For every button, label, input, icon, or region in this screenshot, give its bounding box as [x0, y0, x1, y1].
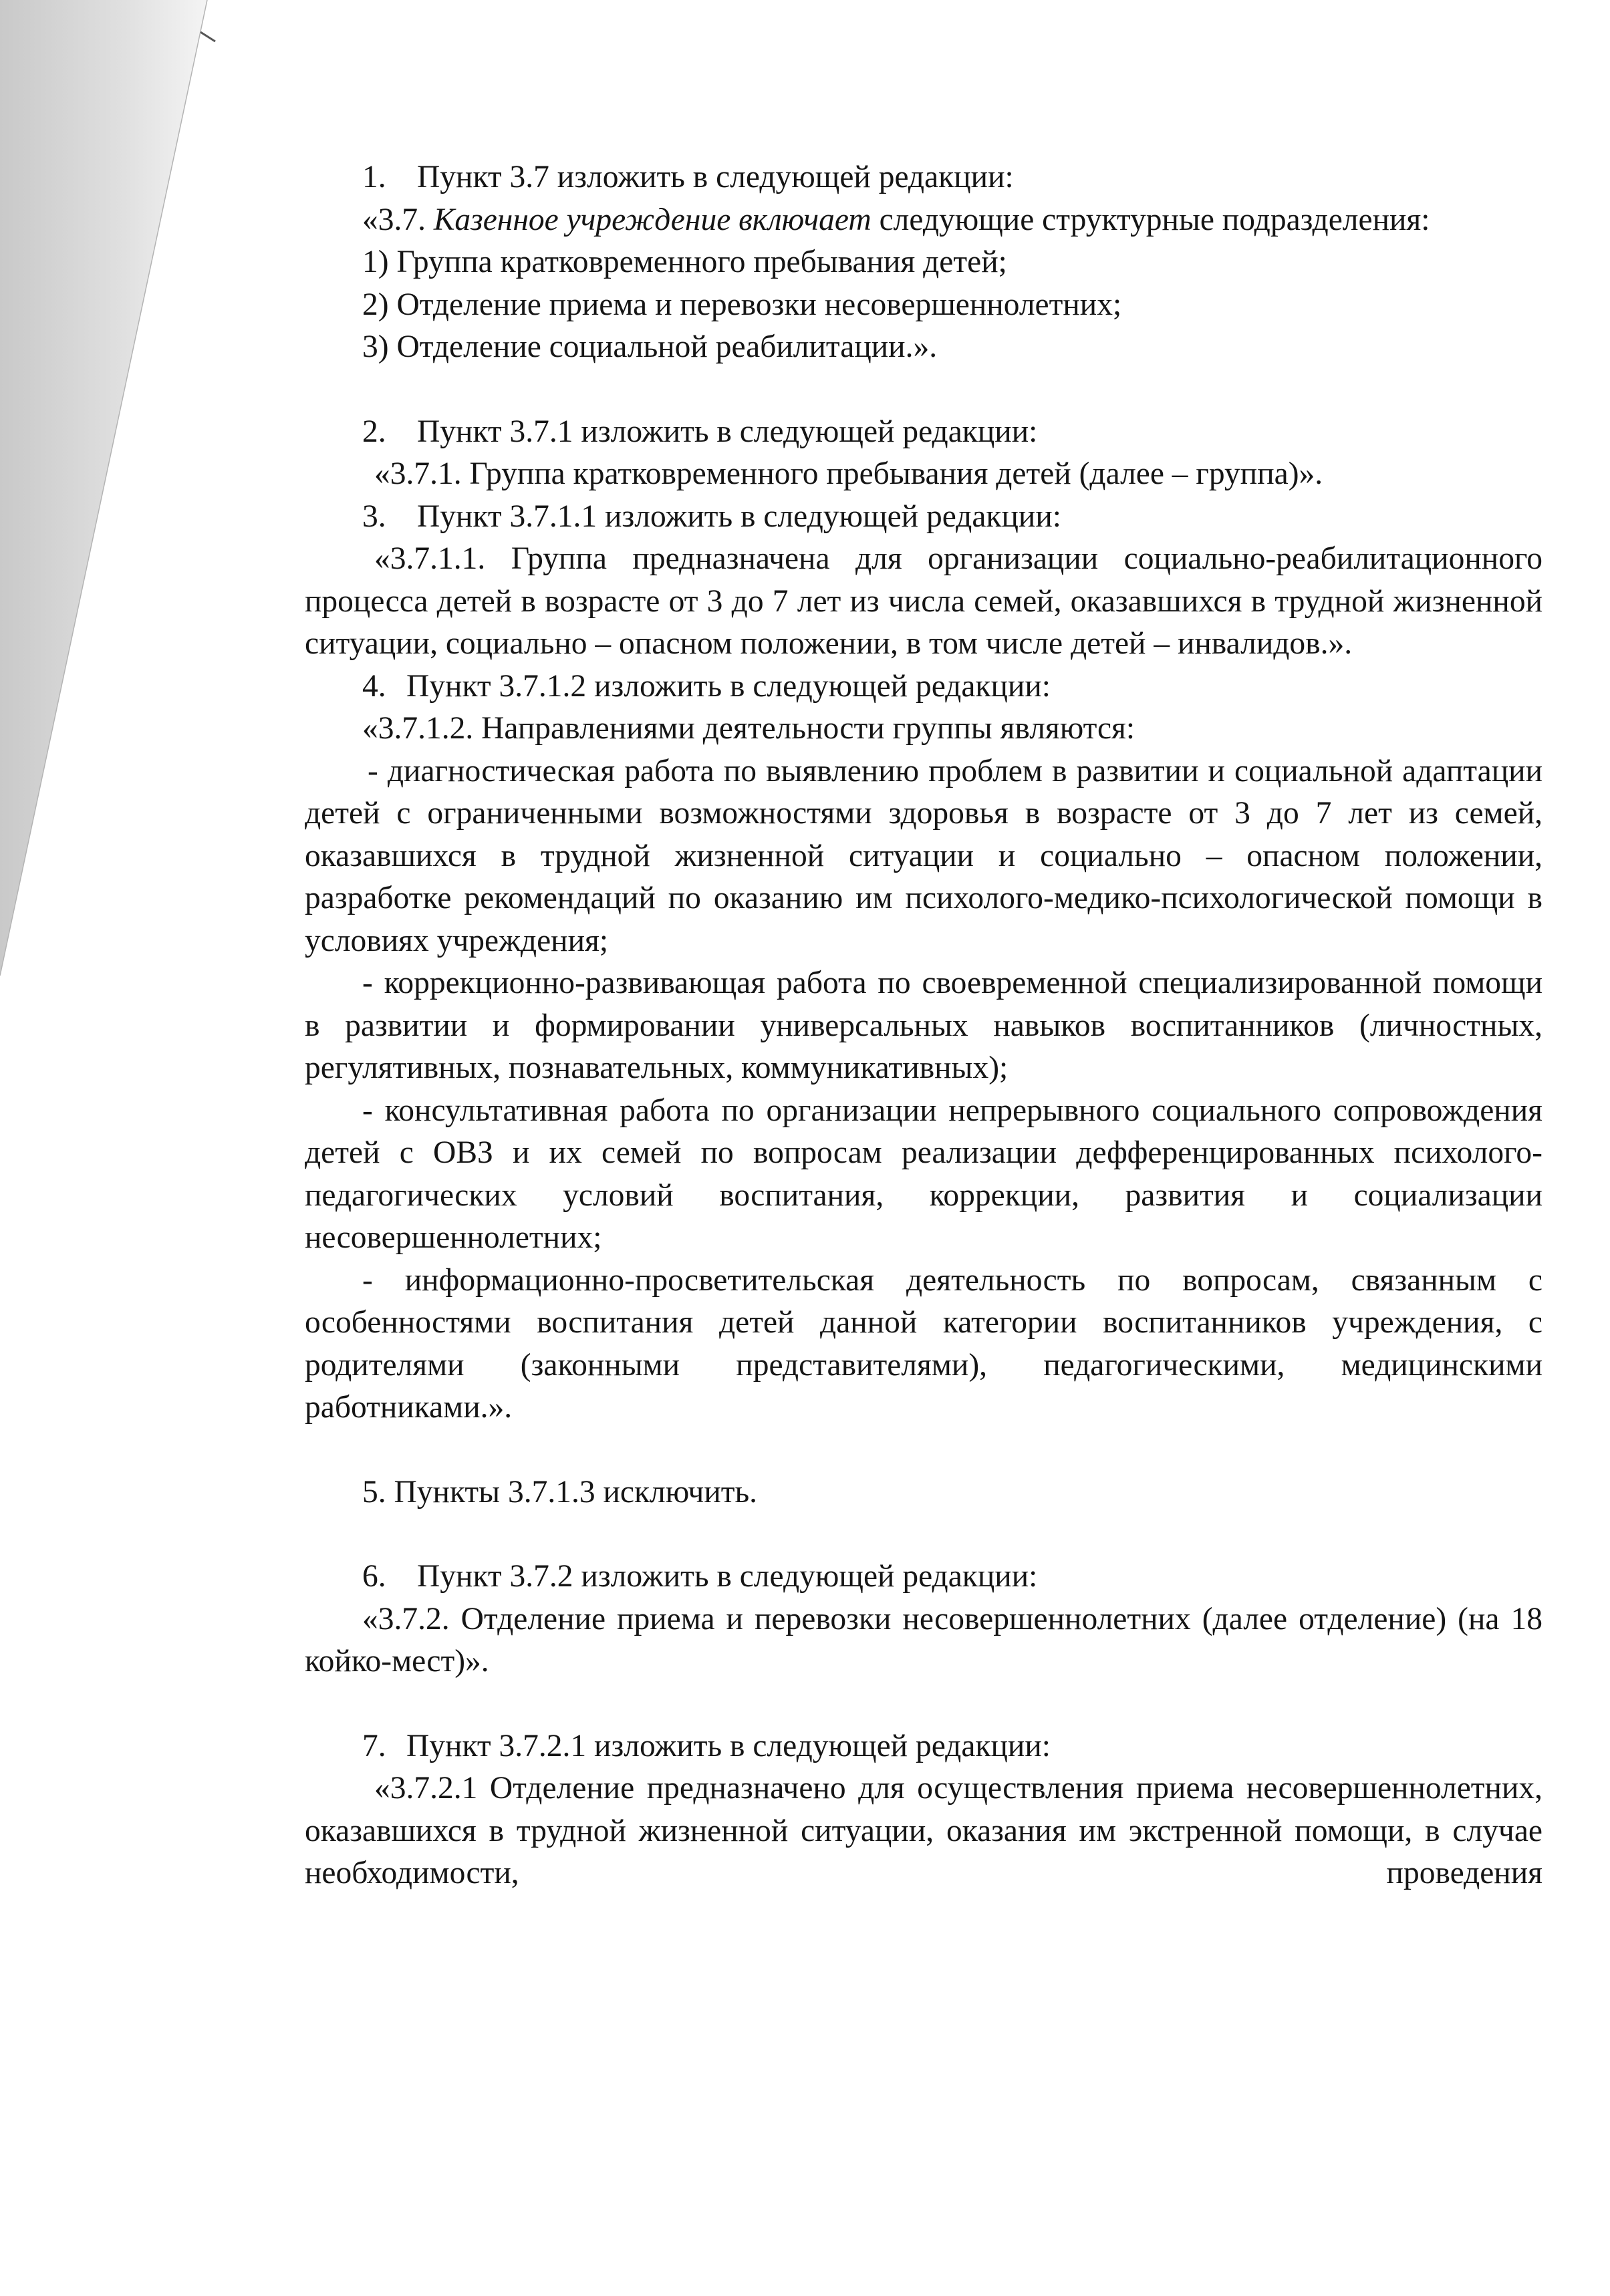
- item-text: Пункт 3.7.1.2 изложить в следующей редакции:: [406, 668, 1051, 704]
- item-number: 1.: [362, 160, 386, 194]
- amendment-item-1: [305, 156, 1542, 199]
- document-body: [305, 156, 1542, 1895]
- amendment-quote-1: [305, 199, 1542, 242]
- item-text: Пункт 3.7.1 изложить в следующей редакции:: [417, 414, 1038, 449]
- direction-bullet-2: - коррекционно-развивающая работа по своевременной специализированной помощи в развитии и формировании универсальных навыков воспитанников (личностных, регулятивных, познавательных, коммуникативных);: [305, 966, 1542, 1085]
- item-text: Пункт 3.7.2 изложить в следующей редакции:: [417, 1559, 1038, 1594]
- amendment-quote-4: «3.7.1.2. Направлениями деятельности группы являются:: [362, 711, 1135, 746]
- subitem-2: 2) Отделение приема и перевозки несовершеннолетних;: [362, 287, 1122, 322]
- item-text: Пункт 3.7.1.1 изложить в следующей редакции:: [417, 498, 1061, 534]
- amendment-quote-2: «3.7.1. Группа кратковременного пребывания детей (далее – группа)».: [374, 456, 1323, 491]
- item-number: 6.: [362, 1559, 386, 1594]
- item-number: 2.: [362, 414, 386, 449]
- amendment-item-5: 5. Пункты 3.7.1.3 исключить.: [362, 1474, 758, 1510]
- item-number: 7.: [362, 1728, 386, 1763]
- direction-bullet-1: - диагностическая работа по выявлению проблем в развитии и социальной адаптации детей с ограниченными возможностями здоровья в возрасте от 3 до 7 лет из семей, оказавшихся в трудной жизненной ситуации и социально – опасном положении, разработке рекомендаций по оказанию им психолого-медико-психологической помощи в условиях учреждения;: [305, 753, 1542, 958]
- item-number: 3.: [362, 498, 386, 534]
- direction-bullet-3: - консультативная работа по организации непрерывного социального сопровождения детей с ОВЗ и их семей по вопросам реализации дефференцированных психолого-педагогических условий воспитания, коррекции, развития и социализации несовершеннолетних;: [305, 1093, 1542, 1255]
- amendment-item-4: [305, 666, 1542, 708]
- scan-corner-fold: [0, 0, 221, 1002]
- item-text: Пункт 3.7 изложить в следующей редакции:: [417, 160, 1014, 194]
- amendment-item-7: [305, 1725, 1542, 1768]
- item-number: 4.: [362, 668, 386, 704]
- amendment-item-2: [305, 411, 1542, 454]
- quote-text-italic: Казенное учреждение включает: [433, 202, 871, 237]
- quote-text-start: «3.7.: [362, 202, 434, 237]
- amendment-quote-3: «3.7.1.1. Группа предназначена для организации социально-реабилитационного процесса детей в возрасте от 3 до 7 лет из числа семей, оказавшихся в трудной жизненной ситуации, социально – опасном положении, в том числе детей – инвалидов.».: [305, 541, 1542, 661]
- amendment-item-3: [305, 496, 1542, 539]
- amendment-quote-7: «3.7.2.1 Отделение предназначено для осуществления приема несовершеннолетних, оказавшихся в трудной жизненной ситуации, оказания им экстренной помощи, в случае необходимости, проведения: [305, 1771, 1542, 1890]
- amendment-item-6: [305, 1556, 1542, 1598]
- quote-text-end: следующие структурные подразделения:: [871, 202, 1430, 237]
- item-text: Пункт 3.7.2.1 изложить в следующей редакции:: [406, 1728, 1051, 1763]
- direction-bullet-4: - информационно-просветительская деятельность по вопросам, связанным с особенностями воспитания детей данной категории воспитанников учреждения, с родителями (законными представителями), педагогическими, медицинскими работниками.».: [305, 1262, 1542, 1425]
- subitem-3: 3) Отделение социальной реабилитации.».: [362, 329, 938, 364]
- subitem-1: 1) Группа кратковременного пребывания детей;: [362, 245, 1007, 279]
- amendment-quote-6: «3.7.2. Отделение приема и перевозки несовершеннолетних (далее отделение) (на 18 койко-мест)».: [305, 1601, 1542, 1679]
